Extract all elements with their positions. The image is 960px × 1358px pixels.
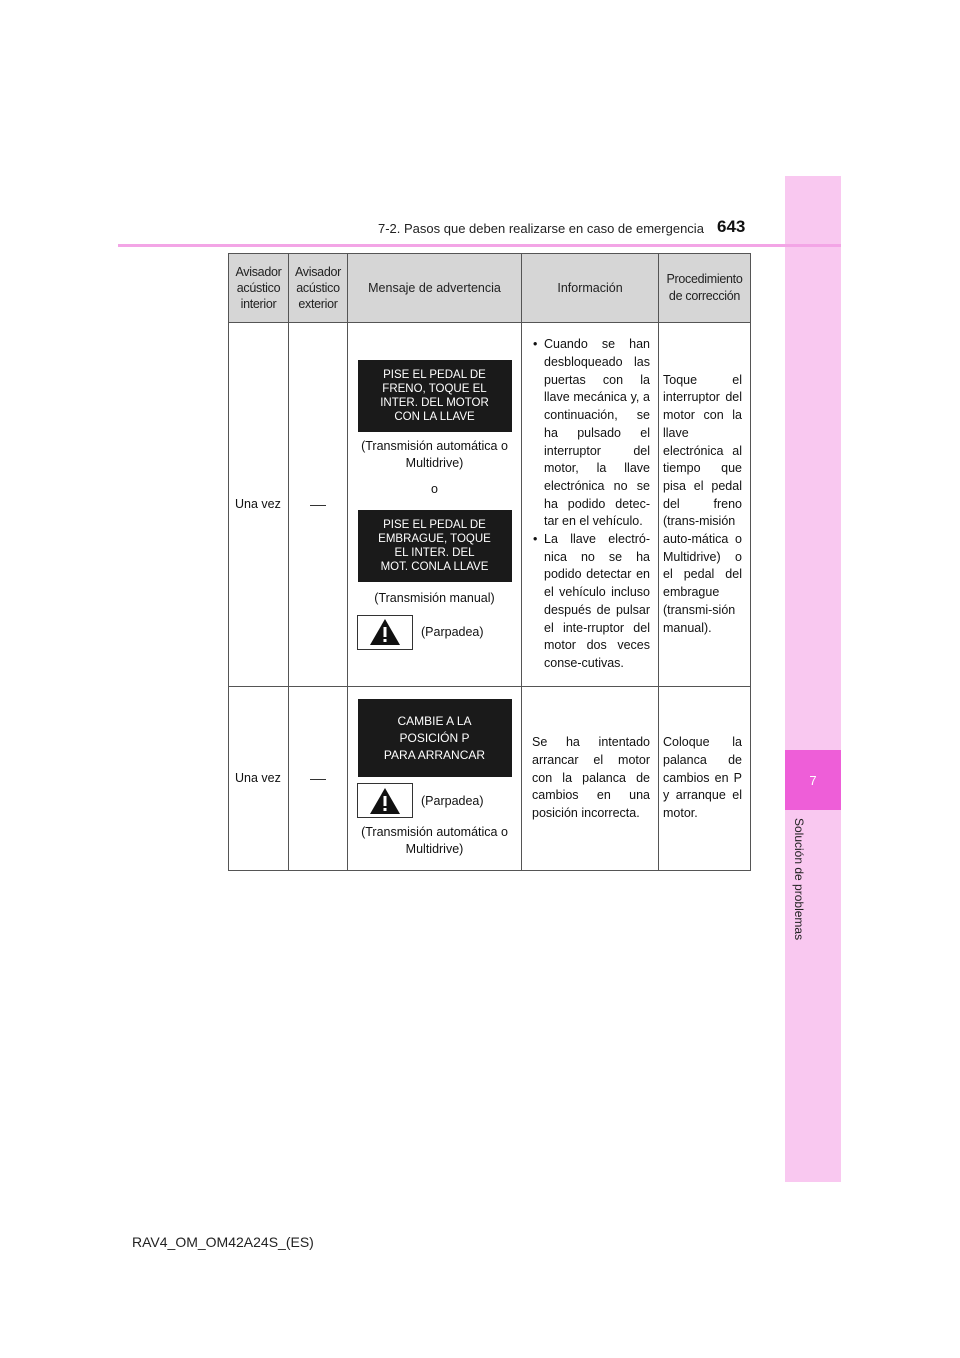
caption-automatic: (Transmisión automática o Multidrive) (361, 438, 508, 470)
side-tab (785, 176, 841, 1182)
col-header-interior: Avisador acústico interior (229, 254, 289, 323)
display-message-brake: PISE EL PEDAL DE FRENO, TOQUE EL INTER. DEL MOTOR CON LA LLAVE (358, 360, 512, 432)
caption-automatic: (Transmisión automática o Multidrive) (361, 825, 508, 856)
message-cell (348, 687, 522, 871)
chapter-number: 7 (785, 750, 841, 810)
warning-table (228, 253, 751, 871)
procedure-cell: Toque el interruptor del motor con la llave electrónica al tiempo que pisa el pedal del freno (trans-misión auto-mática o Multidrive) o el pedal del embrague (transmi-sión manual). (659, 323, 751, 687)
col-header-info: Información (522, 254, 659, 323)
header-rule (118, 244, 841, 247)
display-message-clutch: PISE EL PEDAL DE EMBRAGUE, TOQUE EL INTER. DEL MOT. CONLA LLAVE (358, 510, 512, 582)
document-code: RAV4_OM_OM42A24S_(ES) (132, 1234, 314, 1250)
exterior-buzzer-cell (289, 687, 348, 871)
info-bullet: • La llave electró-nica no se ha podido detectar en el vehículo incluso después de pulsar el inte-rruptor del motor dos veces conse-cutivas. (544, 531, 650, 673)
message-cell (348, 323, 522, 687)
warning-indicator (348, 783, 521, 818)
dash-mark (310, 779, 326, 780)
interior-buzzer-cell: Una vez (229, 687, 289, 871)
info-bullet: • Cuando se han desbloqueado las puertas con la llave mecánica y, a continuación, se ha pulsado el interruptor del motor, la llave electrónica no se ha podido detec-tar en el vehículo. (544, 336, 650, 531)
col-header-exterior: Avisador acústico exterior (289, 254, 348, 323)
exterior-buzzer-cell (289, 323, 348, 687)
warning-triangle-icon (357, 783, 413, 818)
col-header-message: Mensaje de advertencia (348, 254, 522, 323)
display-message-shift-p: CAMBIE A LA POSICIÓN P PARA ARRANCAR (358, 699, 512, 777)
flashing-label: (Parpadea) (421, 793, 484, 808)
section-title: 7-2. Pasos que deben realizarse en caso de emergencia (378, 221, 704, 236)
dash-mark (310, 505, 326, 506)
flashing-label: (Parpadea) (421, 625, 484, 639)
table-row (229, 323, 751, 687)
procedure-cell: Coloque la palanca de cambios en P y arranque el motor. (659, 687, 751, 871)
table-row (229, 687, 751, 871)
info-bullet-list (532, 336, 650, 672)
info-cell (522, 323, 659, 687)
col-header-procedure: Procedimiento de corrección (659, 254, 751, 323)
or-text: o (431, 481, 438, 496)
warning-indicator (348, 615, 521, 650)
chapter-label: Solución de problemas (792, 818, 806, 941)
page-number: 643 (717, 217, 746, 236)
warning-triangle-icon (357, 615, 413, 650)
caption-manual: (Transmisión manual) (374, 590, 495, 605)
interior-buzzer-cell: Una vez (229, 323, 289, 687)
table-header-row (229, 254, 751, 323)
info-cell: Se ha intentado arrancar el motor con la palanca de cambios en una posición incorrecta. (522, 687, 659, 871)
